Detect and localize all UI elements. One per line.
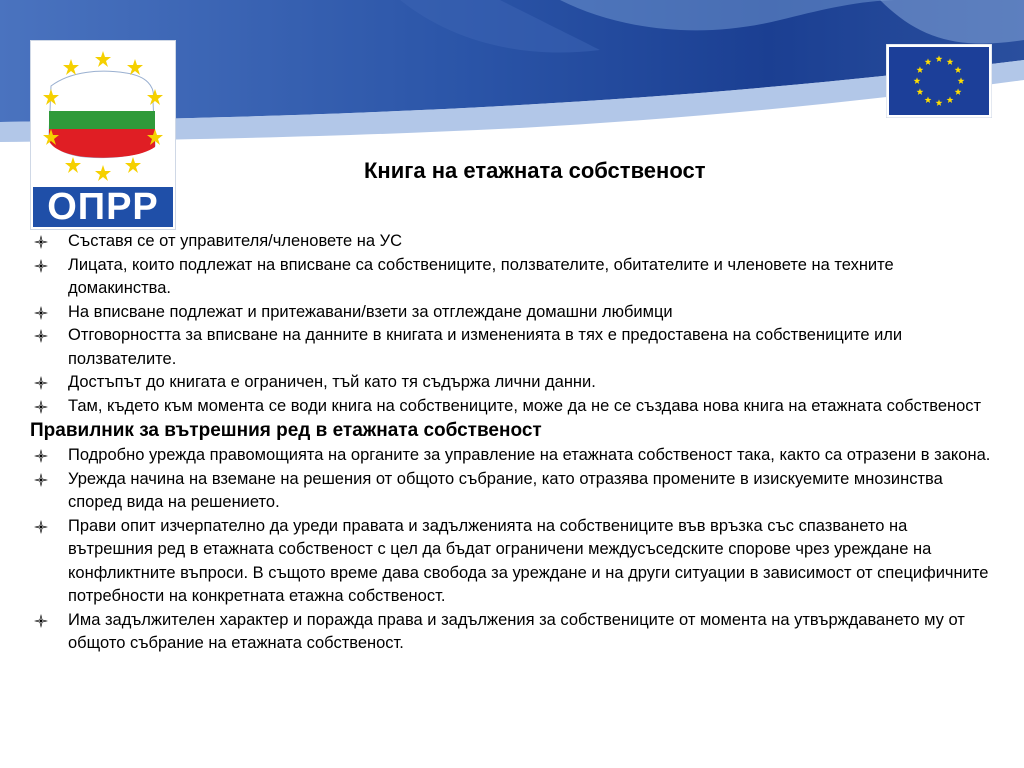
list-item [30,324,996,371]
list-item [30,395,996,419]
diamond-bullet-icon [34,376,48,390]
list-item-text: Отговорността за вписване на данните в книгата и измененията в тях е предоставена на собствениците или ползвателите. [68,326,903,368]
list-item-text: Подробно урежда правомощията на органите за управление на етажната собственост така, както са отразени в закона. [68,446,991,464]
list-item-text: Съставя се от управителя/членовете на УС [68,232,403,250]
list-item-text: Прави опит изчерпателно да уреди правата и задълженията на собствениците във връзка със спазването на вътрешния ред в етажната собственост с цел да бъдат ограничени междусъседските спорове чрез уреждане на конфликтните въпроси. В същото време дава свобода за уреждане и на други ситуации в зависимост от специфичните потребности на конкретната етажна собственост. [68,516,989,605]
slide-title: Книга на етажната собственост [364,158,706,183]
list-item-text: Там, където към момента се води книга на собствениците, може да не се създава нова книга на етажната собственост [68,396,982,415]
list-item [30,254,996,301]
diamond-bullet-icon [34,400,48,414]
diamond-bullet-icon [34,306,48,320]
bulgaria-map-icon [31,41,175,183]
list-item [30,444,996,468]
list-item [30,301,996,325]
list-item-text: Урежда начина на вземане на решения от общото събрание, като отразява промените в изискуемите мнозинства според вида на решението. [68,469,943,511]
list-item [30,609,996,656]
list-item-text: Лицата, които подлежат на вписване са собствениците, ползвателите, обитателите и членовете на техните домакинства. [68,255,894,297]
diamond-bullet-icon [34,235,48,249]
opr-logo [30,40,176,230]
eu-flag-icon [886,44,992,118]
logo-text: ОПРР [33,187,173,227]
diamond-bullet-icon [34,473,48,487]
diamond-bullet-icon [34,449,48,463]
list-item-text: Има задължителен характер и поражда права и задължения за собствениците от момента на утвърждаването му от общото събрание на етажната собственост. [68,610,965,652]
diamond-bullet-icon [34,329,48,343]
list-item [30,515,996,609]
section2-heading: Правилник за вътрешния ред в етажната собственост [30,420,542,441]
diamond-bullet-icon [34,259,48,273]
list-item [30,371,996,395]
section2-list [30,444,996,656]
list-item [30,230,996,254]
diamond-bullet-icon [34,614,48,628]
list-item [30,468,996,515]
slide-content [30,230,996,656]
section1-list [30,230,996,418]
list-item-text: Достъпът до книгата е ограничен, тъй като тя съдържа лични данни. [68,373,596,391]
diamond-bullet-icon [34,520,48,534]
list-item-text: На вписване подлежат и притежавани/взети за отглеждане домашни любимци [68,302,673,321]
